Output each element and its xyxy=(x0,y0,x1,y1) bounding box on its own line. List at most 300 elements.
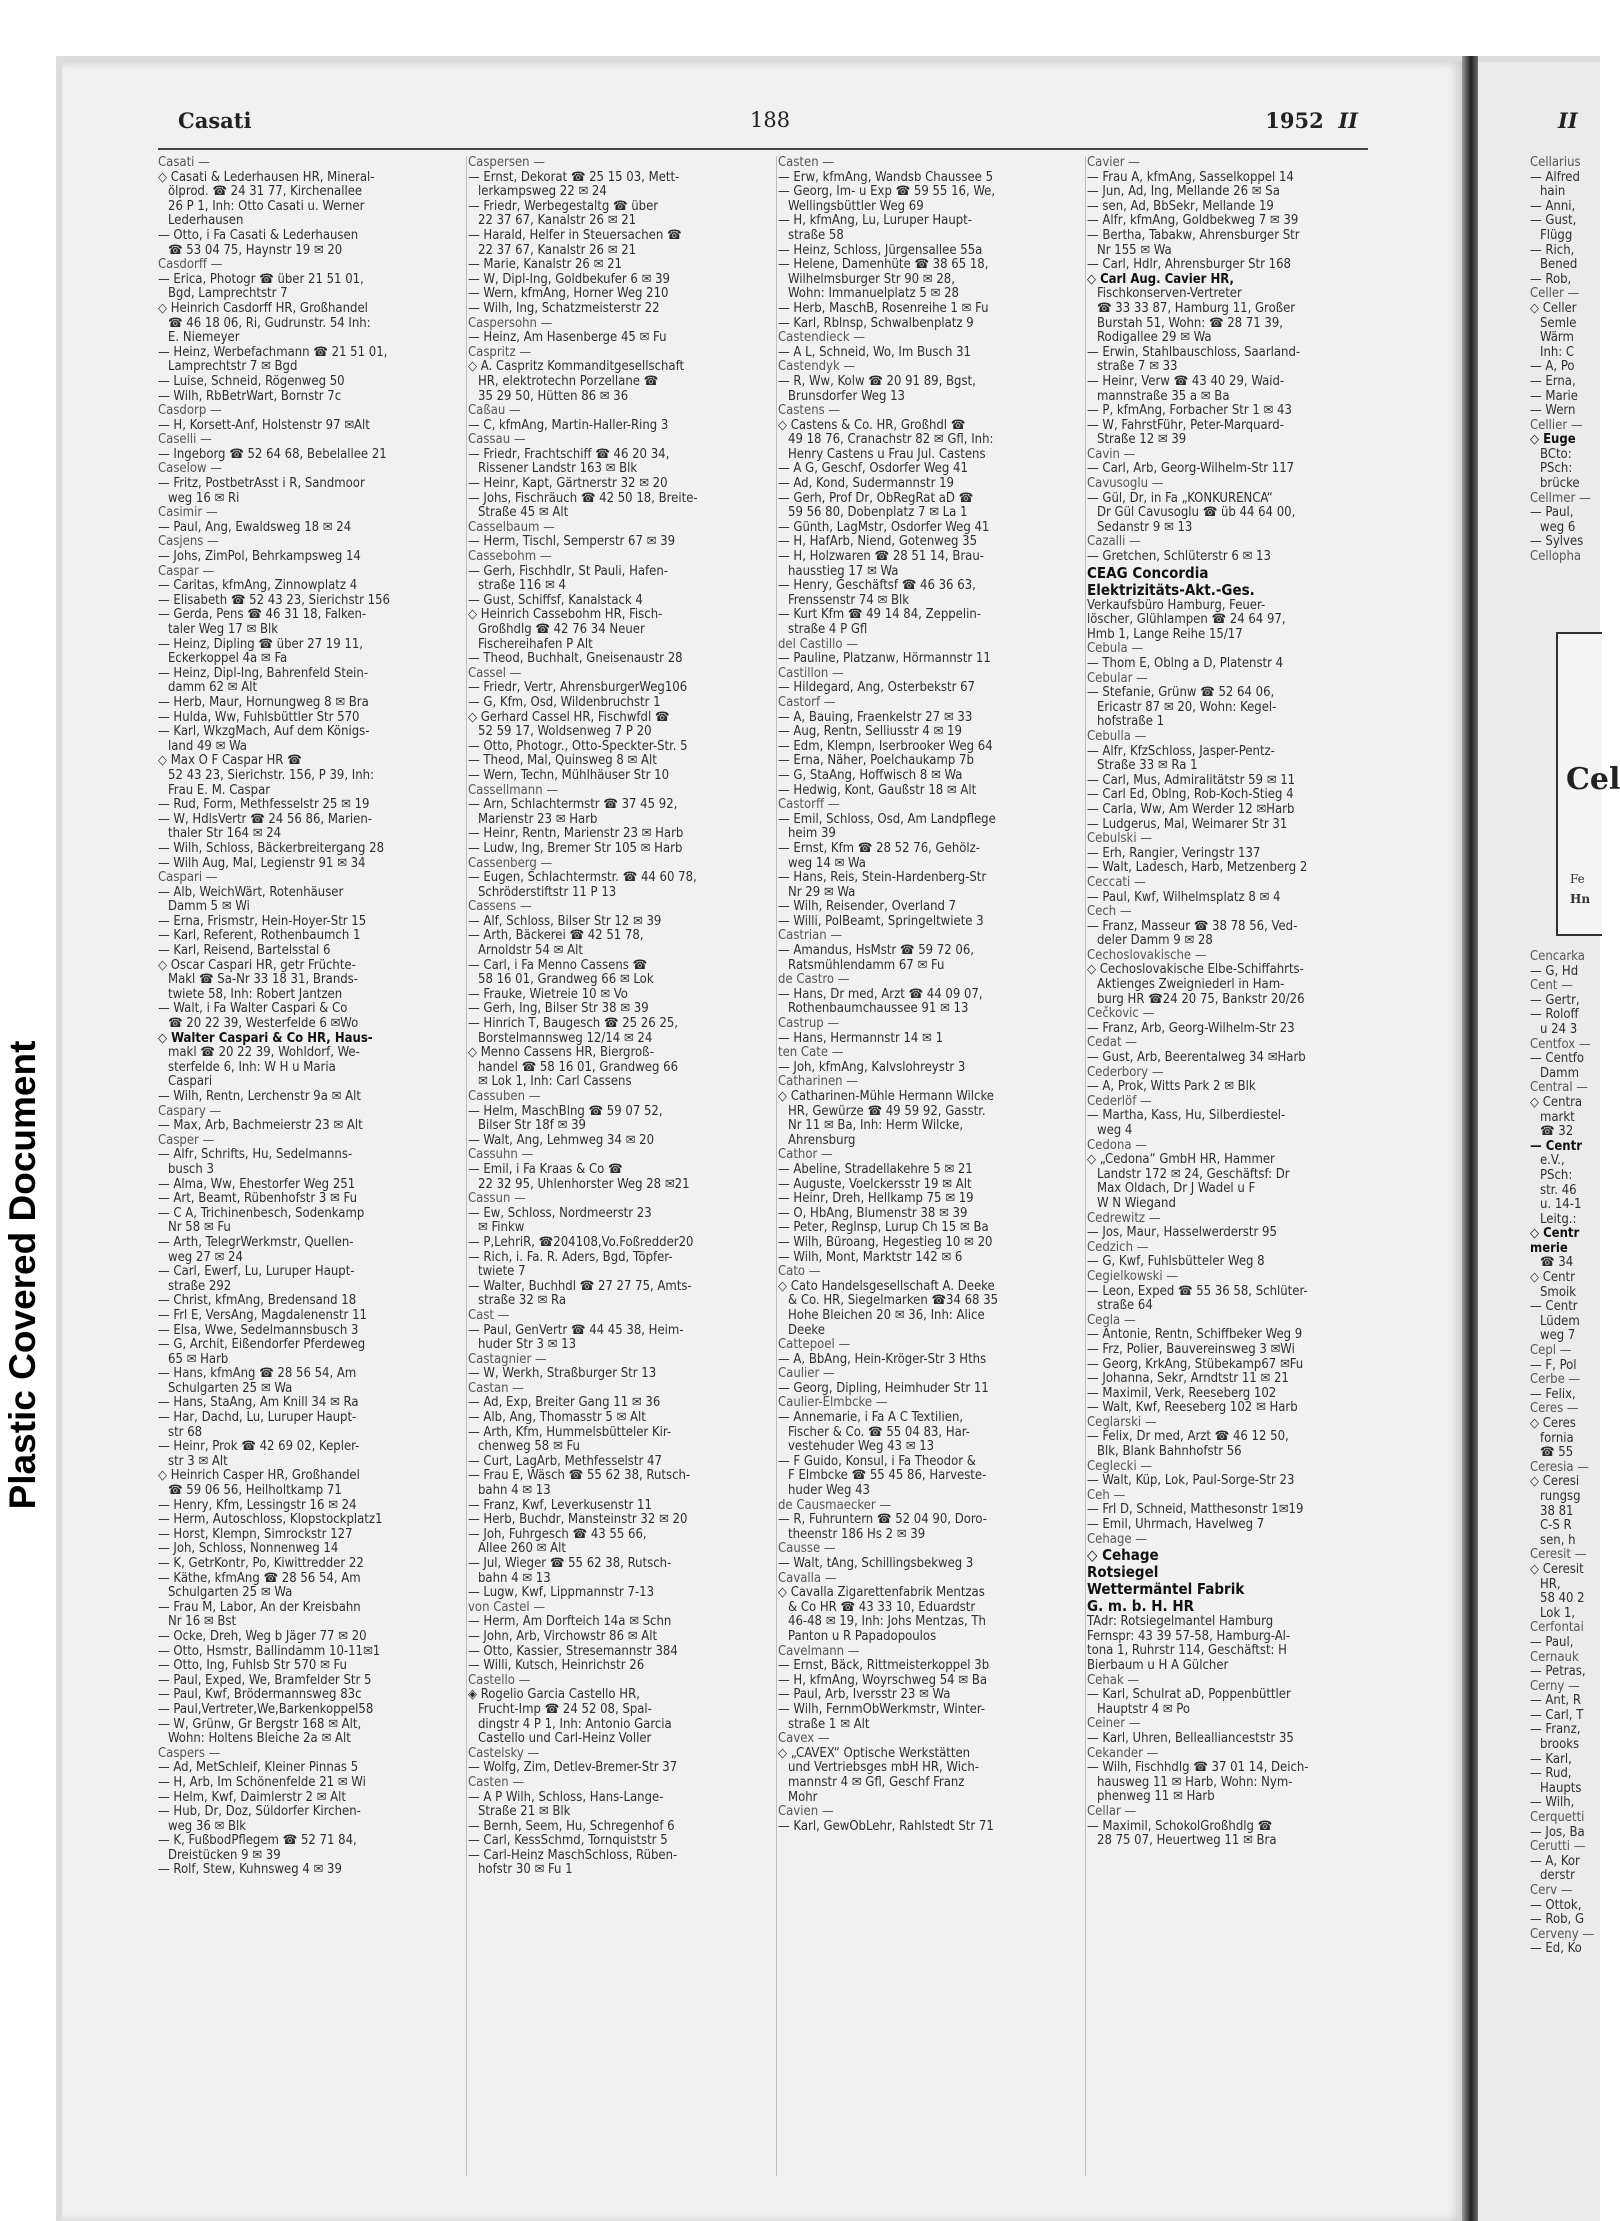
directory-entry-line: löscher, Glühlampen ☎ 24 64 97, xyxy=(1087,612,1286,628)
surname-heading: Cerbe — xyxy=(1530,1372,1581,1388)
directory-entry-line: — Alfred xyxy=(1530,169,1580,185)
directory-entry-line: — Marie, Kanalstr 26 ✉ 21 xyxy=(468,257,622,273)
directory-entry-line: — Jun, Ad, Ing, Mellande 26 ✉ Sa xyxy=(1087,184,1280,200)
directory-entry-line: — Hinrich T, Baugesch ☎ 25 26 25, xyxy=(468,1016,678,1032)
surname-heading: Cellier — xyxy=(1530,417,1583,433)
directory-entry-line: — Ew, Schloss, Nordmeerstr 23 xyxy=(468,1205,652,1221)
directory-entry-line: — Rob, G xyxy=(1530,1912,1585,1928)
entry-continuation: 52 43 23, Sierichstr. 156, P 39, Inh: xyxy=(168,767,375,783)
entry-continuation: E. Niemeyer xyxy=(168,330,240,346)
surname-heading: Cerny — xyxy=(1530,1678,1580,1694)
entry-continuation: weg 7 xyxy=(1540,1328,1576,1344)
firm-entry-bold: merie xyxy=(1530,1240,1568,1256)
entry-continuation: C-S R xyxy=(1540,1518,1572,1534)
entry-continuation: straße 64 xyxy=(1097,1298,1153,1314)
side-label-strip xyxy=(0,0,46,2221)
directory-entry-line: — Franz, Kwf, Leverkusenstr 11 xyxy=(468,1497,652,1513)
directory-entry-line: — Wern xyxy=(1530,403,1576,419)
entry-continuation: Straße 45 ✉ Alt xyxy=(478,505,569,521)
entry-continuation: Henry Castens u Frau Jul. Castens xyxy=(788,446,986,462)
directory-entry-line: — G, StaAng, Hoffwisch 8 ✉ Wa xyxy=(778,767,963,783)
surname-heading: Caselli — xyxy=(158,432,212,448)
entry-continuation: ☎ 59 06 56, Heilholtkamp 71 xyxy=(168,1483,342,1499)
surname-heading: Cassellmann — xyxy=(468,782,559,798)
directory-entry-line: — K, GetrKontr, Po, Kiwittredder 22 xyxy=(158,1556,364,1571)
directory-entry-line: — Paul, Kwf, Brödermannsweg 83c xyxy=(158,1687,362,1703)
entry-continuation: u. 14-1 xyxy=(1540,1197,1582,1213)
directory-entry-line: ◇ Celler xyxy=(1530,300,1577,316)
advertisement-heading: Wettermäntel Fabrik xyxy=(1087,1580,1245,1599)
surname-heading: Casdorff — xyxy=(158,257,223,273)
entry-continuation: Straße 12 ✉ 39 xyxy=(1097,432,1187,448)
surname-heading: Cerutti — xyxy=(1530,1839,1586,1855)
directory-entry-line: ◇ Casati & Lederhausen HR, Mineral- xyxy=(158,169,375,185)
directory-entry-line: — G, Hd xyxy=(1530,963,1579,979)
directory-entry-line: — Eugen, Schlachtermstr. ☎ 44 60 78, xyxy=(468,870,697,886)
surname-heading: Ceres — xyxy=(1530,1401,1579,1417)
surname-heading: Cedona — xyxy=(1087,1137,1147,1153)
directory-entry-line: — Theod, Buchhalt, Gneisenaustr 28 xyxy=(468,651,683,667)
directory-entry-line: Bierbaum u H A Gülcher xyxy=(1087,1658,1229,1673)
surname-heading: Ceglarski — xyxy=(1087,1414,1157,1430)
directory-entry-line: — P,LehriR, ☎204108,Vo.Foßredder20 xyxy=(468,1234,694,1250)
directory-entry-line: — sen, Ad, BbSekr, Mellande 19 xyxy=(1087,198,1274,214)
directory-entry-line: — P, kfmAng, Forbacher Str 1 ✉ 43 xyxy=(1087,403,1292,419)
surname-heading: Caselow — xyxy=(158,461,223,477)
surname-heading: Cerveny — xyxy=(1530,1926,1595,1942)
directory-entry-line: — Karl, Reisend, Bartelsstal 6 xyxy=(158,943,331,959)
directory-entry-line: — Ludw, Ing, Bremer Str 105 ✉ Harb xyxy=(468,840,683,856)
directory-entry-line: — W, FahrstFühr, Peter-Marquard- xyxy=(1087,417,1284,433)
plastic-covered-label: Plastic Covered Document xyxy=(2,1040,43,1510)
entry-continuation: Großhdlg ☎ 42 76 34 Neuer xyxy=(478,622,645,637)
page-header xyxy=(178,108,1358,142)
entry-continuation: Panton u R Papadopoulos xyxy=(788,1628,937,1644)
entry-continuation: Eckerkoppel 4a ✉ Fa xyxy=(168,651,288,667)
entry-continuation: busch 3 xyxy=(168,1161,214,1177)
entry-continuation: Nr 29 ✉ Wa xyxy=(788,884,856,900)
entry-continuation: Caspari xyxy=(168,1074,213,1090)
surname-heading: Cekander — xyxy=(1087,1745,1159,1761)
directory-entry-line: — Wolfg, Zim, Detlev-Bremer-Str 37 xyxy=(468,1760,678,1776)
directory-entry-line: ◇ Heinrich Casper HR, Großhandel xyxy=(158,1468,360,1484)
directory-entry-line: — R, Fuhruntern ☎ 52 04 90, Doro- xyxy=(778,1512,987,1528)
directory-entry-line: — Alfr, KfzSchloss, Jasper-Pentz- xyxy=(1087,743,1275,759)
directory-entry-line: — Henry, Kfm, Lessingstr 16 ✉ 24 xyxy=(158,1497,357,1513)
directory-entry-line: — Felix, Dr med, Arzt ☎ 46 12 50, xyxy=(1087,1429,1289,1445)
entry-continuation: vestehuder Weg 43 ✉ 13 xyxy=(788,1439,935,1455)
surname-heading: von Castel — xyxy=(468,1599,546,1615)
directory-entry-line: — Franz, Masseur ☎ 38 78 56, Ved- xyxy=(1087,918,1298,934)
entry-continuation: Schröderstiftstr 11 P 13 xyxy=(478,884,617,900)
surname-heading: Caspar — xyxy=(158,563,215,579)
entry-continuation: huder Weg 43 xyxy=(788,1483,870,1499)
surname-heading: de Causmaecker — xyxy=(778,1497,892,1513)
entry-continuation: weg 27 ✉ 24 xyxy=(168,1249,243,1265)
entry-continuation: Mohr xyxy=(788,1789,818,1805)
directory-entry-line: — Paul, Ang, Ewaldsweg 18 ✉ 24 xyxy=(158,519,352,535)
directory-entry-line: — Herm, Am Dorfteich 14a ✉ Schn xyxy=(468,1614,672,1630)
surname-heading: Cassens — xyxy=(468,899,532,915)
directory-entry-line: — G, Kwf, Fuhlsbütteler Weg 8 xyxy=(1087,1254,1265,1270)
surname-heading: Castelsky — xyxy=(468,1745,540,1761)
directory-entry-line: — Erwin, Stahlbauschloss, Saarland- xyxy=(1087,344,1301,360)
directory-entry-line: — Wilh, Rentn, Lerchenstr 9a ✉ Alt xyxy=(158,1089,361,1104)
directory-entry-line: — Heinz, Werbefachmann ☎ 21 51 01, xyxy=(158,344,388,360)
directory-entry-line: ◇ A. Caspritz Kommanditgesellschaft xyxy=(468,359,685,375)
directory-entry-line: — Ingeborg ☎ 52 64 68, Bebelallee 21 xyxy=(158,446,387,462)
directory-entry-line: — Pauline, Platzanw, Hörmannstr 11 xyxy=(778,651,991,667)
surname-heading: Cerv — xyxy=(1530,1883,1573,1898)
entry-continuation: & Co HR ☎ 43 33 10, Eduardstr xyxy=(788,1599,976,1615)
directory-entry-line: — Bernh, Seem, Hu, Schregenhof 6 xyxy=(468,1818,675,1834)
directory-entry-line: — Gül, Dr, in Fa „KONKURENCA“ xyxy=(1087,490,1273,506)
advertisement-heading: G. m. b. H. HR xyxy=(1087,1597,1195,1616)
entry-continuation: str 3 ✉ Alt xyxy=(168,1453,228,1469)
entry-continuation: 26 P 1, Inh: Otto Casati u. Werner xyxy=(168,198,365,214)
directory-entry-line: ◇ Catharinen-Mühle Hermann Wilcke xyxy=(778,1089,994,1104)
directory-entry-line: — F Guido, Konsul, i Fa Theodor & xyxy=(778,1453,976,1469)
entry-continuation: 65 ✉ Harb xyxy=(168,1351,229,1367)
directory-entry-line: — Carla, Ww, Am Werder 12 ✉Harb xyxy=(1087,801,1295,817)
entry-continuation: hausstieg 17 ✉ Wa xyxy=(788,563,899,579)
entry-continuation: Lok 1, xyxy=(1540,1605,1576,1621)
directory-entry-line: — Ernst, Bäck, Rittmeisterkoppel 3b xyxy=(778,1658,990,1674)
directory-entry-line: — Carl, Ewerf, Lu, Luruper Haupt- xyxy=(158,1264,355,1280)
surname-heading: Cebula — xyxy=(1087,641,1144,657)
surname-heading: Castan — xyxy=(468,1380,525,1396)
directory-entry-line: — Hans, Reis, Stein-Hardenberg-Str xyxy=(778,870,987,886)
surname-heading: Cellopha xyxy=(1530,549,1582,565)
surname-heading: Cast — xyxy=(468,1307,510,1323)
entry-continuation: Damm 5 ✉ Wi xyxy=(168,899,250,915)
directory-entry-line: — Martha, Kass, Hu, Silberdiestel- xyxy=(1087,1108,1286,1124)
entry-continuation: Straße 21 ✉ Blk xyxy=(478,1804,571,1820)
surname-heading: Casjens — xyxy=(158,534,219,550)
directory-entry-line: — Herm, Autoschloss, Klopstockplatz1 xyxy=(158,1512,383,1528)
directory-entry-line: — Carl, KessSchmd, Tornquiststr 5 xyxy=(468,1833,668,1849)
directory-entry-line: — Herb, Buchdr, Mansteinstr 32 ✉ 20 xyxy=(468,1512,688,1528)
surname-heading: Castagnier — xyxy=(468,1351,547,1367)
directory-entry-line: — Centr xyxy=(1530,1299,1578,1315)
directory-entry-line: — Wilh, xyxy=(1530,1795,1575,1811)
surname-heading: Caßau — xyxy=(468,403,521,419)
directory-entry-line: — Gretchen, Schlüterstr 6 ✉ 13 xyxy=(1087,549,1271,565)
directory-entry-line: — Karl, GewObLehr, Rahlstedt Str 71 xyxy=(778,1818,994,1834)
entry-continuation: PSch: xyxy=(1540,1167,1573,1183)
surname-heading: Cepl — xyxy=(1530,1343,1572,1359)
entry-continuation: Max Oldach, Dr J Wadel u F xyxy=(1097,1181,1256,1197)
directory-entry-line: — Frl E, VersAng, Magdalenenstr 11 xyxy=(158,1307,367,1323)
directory-column-2 xyxy=(468,156,778,2186)
surname-heading: Castrup — xyxy=(778,1016,840,1032)
entry-continuation: straße 1 ✉ Alt xyxy=(788,1716,870,1732)
directory-entry-line: — Rud, Form, Methfesselstr 25 ✉ 19 xyxy=(158,797,370,813)
surname-heading: Cassenberg — xyxy=(468,855,553,871)
directory-entry-line: — Gerh, Ing, Bilser Str 38 ✉ 39 xyxy=(468,1001,649,1017)
surname-heading: Ceglecki — xyxy=(1087,1458,1153,1474)
surname-heading: Cassuben — xyxy=(468,1089,541,1104)
directory-entry-line: — Heinz, Dipling ☎ über 27 19 11, xyxy=(158,636,363,652)
directory-entry-line: — Gerh, Fischhdlr, St Pauli, Hafen- xyxy=(468,563,668,579)
directory-entry-line: — A, Prok, Witts Park 2 ✉ Blk xyxy=(1087,1079,1256,1095)
entry-continuation: Bilser Str 18f ✉ 39 xyxy=(478,1118,586,1134)
entry-continuation: Schulgarten 25 ✉ Wa xyxy=(168,1585,293,1601)
directory-entry-line: — Elisabeth ☎ 52 43 23, Sierichstr 156 xyxy=(158,592,390,608)
ad-frame-text: Hn xyxy=(1570,892,1591,906)
surname-heading: Cellar — xyxy=(1087,1803,1137,1819)
entry-continuation: taler Weg 17 ✉ Blk xyxy=(168,622,279,637)
directory-entry-line: — Frau A, kfmAng, Sasselkoppel 14 xyxy=(1087,169,1294,185)
surname-heading: Ceresit — xyxy=(1530,1547,1587,1563)
entry-continuation: weg 4 xyxy=(1097,1123,1133,1138)
entry-continuation: HR, elektrotechn Porzellane ☎ xyxy=(478,373,659,389)
surname-heading: Cavier — xyxy=(1087,155,1140,170)
directory-entry-line: — Stefanie, Grünw ☎ 52 64 06, xyxy=(1087,685,1275,701)
directory-entry-line: — R, Ww, Kolw ☎ 20 91 89, Bgst, xyxy=(778,373,976,389)
directory-entry-line: — Heinr, Prok ☎ 42 69 02, Kepler- xyxy=(158,1439,360,1455)
surname-heading: Cegla — xyxy=(1087,1312,1136,1328)
directory-entry-line: — Lugw, Kwf, Lippmannstr 7-13 xyxy=(468,1585,655,1601)
entry-continuation: Fischkonserven-Vertreter xyxy=(1097,286,1242,302)
directory-entry-line: — Erh, Rangier, Veringstr 137 xyxy=(1087,845,1261,861)
directory-entry-line: — A P Wilh, Schloss, Hans-Lange- xyxy=(468,1789,664,1805)
directory-entry-line: — Johs, ZimPol, Behrkampsweg 14 xyxy=(158,549,361,565)
advertisement-heading: CEAG Concordia xyxy=(1087,563,1209,582)
directory-entry-line: — Wilh, RbBetrWart, Bornstr 7c xyxy=(158,388,342,404)
directory-entry-line: — Paul, Arb, Iversstr 23 ✉ Wa xyxy=(778,1687,951,1703)
entry-continuation: Ahrensburg xyxy=(788,1132,856,1148)
entry-continuation: Wärm xyxy=(1540,330,1574,346)
directory-entry-line: — G, Kfm, Osd, Wildenbruchstr 1 xyxy=(468,694,661,710)
entry-continuation: straße 58 xyxy=(788,227,844,243)
directory-entry-line: — Wern, Techn, Mühlhäuser Str 10 xyxy=(468,767,670,783)
entry-continuation: hofstraße 1 xyxy=(1097,714,1165,730)
directory-entry-line: — Wilh, Fischhdlg ☎ 37 01 14, Deich- xyxy=(1087,1760,1309,1776)
directory-entry-line: — Heinz, Schloss, Jürgensallee 55a xyxy=(778,242,983,258)
directory-entry-line: ◇ Oscar Caspari HR, getr Früchte- xyxy=(158,957,356,973)
directory-entry-line: — Friedr, Frachtschiff ☎ 46 20 34, xyxy=(468,446,670,462)
directory-entry-line: — Wilh, Reisender, Overland 7 xyxy=(778,899,957,915)
directory-entry-line: — Heinr, Rentn, Marienstr 23 ✉ Harb xyxy=(468,826,684,842)
directory-entry-line: — Alf, Schloss, Bilser Str 12 ✉ 39 xyxy=(468,913,662,929)
directory-entry-line: — Ernst, Dekorat ☎ 25 15 03, Mett- xyxy=(468,169,680,185)
directory-entry-line: — Walt, i Fa Walter Caspari & Co xyxy=(158,1001,348,1017)
directory-entry-line: — F, Pol xyxy=(1530,1357,1577,1373)
directory-entry-line: — Frz, Polier, Bauvereinsweg 3 ✉Wi xyxy=(1087,1341,1295,1357)
directory-entry-line: — H, kfmAng, Lu, Luruper Haupt- xyxy=(778,213,972,229)
surname-heading: Cent — xyxy=(1530,978,1573,994)
surname-heading: Cassebohm — xyxy=(468,549,552,565)
directory-entry-line: — Walt, Kwf, Reeseberg 102 ✉ Harb xyxy=(1087,1400,1298,1416)
entry-continuation: BCto: xyxy=(1540,446,1572,462)
directory-entry-line: — Luise, Schneid, Rögenweg 50 xyxy=(158,373,345,389)
directory-entry-line: — Karl, Referent, Rothenbaumch 1 xyxy=(158,928,361,944)
directory-entry-line: tona 1, Ruhrstr 114, Geschäftst: H xyxy=(1087,1643,1287,1659)
directory-entry-line: — Arth, Bäckerei ☎ 42 51 78, xyxy=(468,928,644,944)
directory-entry-line: — Paul, GenVertr ☎ 44 45 38, Heim- xyxy=(468,1322,684,1338)
surname-heading: Cazalli — xyxy=(1087,534,1141,550)
entry-continuation: ölprod. ☎ 24 31 77, Kirchenallee xyxy=(168,184,363,200)
running-head-year xyxy=(1265,108,1358,133)
directory-entry-line: — Paul, Kwf, Wilhelmsplatz 8 ✉ 4 xyxy=(1087,889,1281,905)
entry-continuation: Aktienges Zweigniederl in Ham- xyxy=(1097,977,1285,993)
directory-entry-line: — Rich, i. Fa. R. Aders, Bgd, Töpfer- xyxy=(468,1249,673,1265)
directory-entry-line: — Helm, Kwf, Daimlerstr 2 ✉ Alt xyxy=(158,1789,347,1805)
entry-continuation: HR, xyxy=(1540,1576,1561,1592)
surname-heading: Cassau — xyxy=(468,432,526,448)
directory-entry-line: — Maximil, Verk, Reeseberg 102 xyxy=(1087,1385,1277,1401)
directory-entry-line: — Alb, WeichWärt, Rotenhäuser xyxy=(158,884,344,900)
directory-entry-line: ◇ Ceres xyxy=(1530,1416,1576,1431)
directory-entry-line: — Carl, i Fa Menno Cassens ☎ xyxy=(468,957,648,973)
directory-entry-line: — Frau E, Wäsch ☎ 55 62 38, Rutsch- xyxy=(468,1468,691,1484)
directory-entry-line: — Ad, Exp, Breiter Gang 11 ✉ 36 xyxy=(468,1395,661,1411)
advertisement-heading: Elektrizitäts-Akt.-Ges. xyxy=(1087,580,1255,599)
directory-entry-line: — Rich, xyxy=(1530,242,1575,258)
entry-continuation: Flügg xyxy=(1540,227,1573,243)
directory-entry-line: — Frl D, Schneid, Matthesonstr 1✉19 xyxy=(1087,1502,1304,1518)
directory-entry-line: — Paul, xyxy=(1530,505,1574,521)
entry-continuation: sterfelde 6, Inh: W H u Maria xyxy=(168,1059,336,1075)
surname-heading: Caspersohn — xyxy=(468,315,553,331)
entry-continuation: 59 56 80, Dobenplatz 7 ✉ La 1 xyxy=(788,505,968,521)
entry-continuation: Makl ☎ Sa-Nr 33 18 31, Brands- xyxy=(168,972,358,988)
directory-entry-line: — Arn, Schlachtermstr ☎ 37 45 92, xyxy=(468,797,678,813)
directory-entry-line: — Petras, xyxy=(1530,1664,1586,1680)
directory-entry-line: — Wilh, FernmObWerkmstr, Winter- xyxy=(778,1701,986,1717)
entry-continuation: ☎ 55 xyxy=(1540,1445,1574,1461)
surname-heading: Cavalla — xyxy=(778,1570,837,1586)
entry-continuation: hofstr 30 ✉ Fu 1 xyxy=(478,1862,573,1878)
directory-entry-line: TAdr: Rotsiegelmantel Hamburg xyxy=(1087,1614,1274,1630)
entry-continuation: bahn 4 ✉ 13 xyxy=(478,1483,551,1499)
entry-continuation: Lamprechtstr 7 ✉ Bgd xyxy=(168,359,298,375)
directory-entry-line: — K, FußbodPflegem ☎ 52 71 84, xyxy=(158,1833,357,1849)
directory-entry-line: — Hub, Dr, Doz, Süldorfer Kirchen- xyxy=(158,1804,361,1820)
directory-entry-line: — Hulda, Ww, Fuhlsbüttler Str 570 xyxy=(158,709,360,725)
directory-entry-line: — Christ, kfmAng, Bredensand 18 xyxy=(158,1293,357,1309)
directory-entry-line: — Erica, Photogr ☎ über 21 51 01, xyxy=(158,271,364,287)
directory-entry-line: — W, HdlsVertr ☎ 24 56 86, Marien- xyxy=(158,811,372,827)
directory-entry-line: — Franz, xyxy=(1530,1722,1581,1738)
surname-heading: Caspritz — xyxy=(468,344,532,360)
entry-continuation: land 49 ✉ Wa xyxy=(168,738,247,754)
directory-entry-line: — Herm, Tischl, Semperstr 67 ✉ 39 xyxy=(468,534,676,550)
advertisement-heading: Rotsiegel xyxy=(1087,1563,1159,1582)
directory-entry-line: — W, Werkh, Straßburger Str 13 xyxy=(468,1366,657,1382)
entry-continuation: markt xyxy=(1540,1109,1575,1125)
surname-heading: Central — xyxy=(1530,1080,1588,1096)
directory-entry-line: — Wern, kfmAng, Horner Weg 210 xyxy=(468,286,669,302)
entry-continuation: Rothenbaumchaussee 91 ✉ 13 xyxy=(788,1001,969,1017)
entry-continuation: Nr 155 ✉ Wa xyxy=(1097,242,1172,258)
entry-continuation: derstr xyxy=(1540,1868,1575,1884)
directory-entry-line: — Karl, WkzgMach, Auf dem Königs- xyxy=(158,724,370,740)
firm-entry-bold: — Centr xyxy=(1530,1138,1582,1154)
directory-entry-line: — Kurt Kfm ☎ 49 14 84, Zeppelin- xyxy=(778,607,982,623)
directory-entry-line: — Gust, Arb, Beerentalweg 34 ✉Harb xyxy=(1087,1050,1306,1066)
directory-entry-line: — Emil, Uhrmach, Havelweg 7 xyxy=(1087,1517,1265,1533)
directory-entry-line: — Ernst, Kfm ☎ 28 52 76, Gehölz- xyxy=(778,840,980,856)
entry-continuation: weg 14 ✉ Wa xyxy=(788,855,866,871)
entry-continuation: damm 62 ✉ Alt xyxy=(168,680,258,696)
directory-entry-line: — Walt, Ladesch, Harb, Metzenberg 2 xyxy=(1087,860,1308,876)
entry-continuation: ☎ 46 18 06, Ri, Gudrunstr. 54 Inh: xyxy=(168,315,371,331)
directory-entry-line: — Georg, Im- u Exp ☎ 59 55 16, We, xyxy=(778,184,996,200)
entry-continuation: Deeke xyxy=(788,1322,825,1338)
surname-heading: Casimir — xyxy=(158,505,218,521)
directory-entry-line: — Abeline, Stradellakehre 5 ✉ 21 xyxy=(778,1161,973,1177)
entry-continuation: Nr 16 ✉ Bst xyxy=(168,1614,237,1630)
directory-entry-line: — Hans, Dr med, Arzt ☎ 44 09 07, xyxy=(778,986,983,1002)
surname-heading: Cathor — xyxy=(778,1147,833,1163)
directory-entry-line: — Joh, Schloss, Nonnenweg 14 xyxy=(158,1541,339,1557)
directory-entry-line: — Carl-Heinz MaschSchloss, Rüben- xyxy=(468,1847,678,1863)
directory-entry-line: — Gust, xyxy=(1530,213,1577,229)
entry-continuation: makl ☎ 20 22 39, Wohldorf, We- xyxy=(168,1045,360,1061)
surname-heading: Cebular — xyxy=(1087,670,1148,686)
directory-entry-line: — Erna, Näher, Poelchaukamp 7b xyxy=(778,753,974,769)
entry-continuation: phenweg 11 ✉ Harb xyxy=(1097,1789,1215,1805)
directory-entry-line: — Centfo xyxy=(1530,1051,1585,1067)
directory-entry-line: — Helm, MaschBlng ☎ 59 07 52, xyxy=(468,1103,663,1119)
entry-continuation: brooks xyxy=(1540,1737,1580,1753)
directory-entry-line: — Alma, Ww, Ehestorfer Weg 251 xyxy=(158,1176,356,1192)
entry-continuation: Dr Gül Cavusoglu ☎ üb 44 64 00, xyxy=(1097,505,1296,521)
directory-entry-line: — Herb, MaschB, Rosenreihe 1 ✉ Fu xyxy=(778,300,989,316)
entry-continuation: chenweg 58 ✉ Fu xyxy=(478,1439,580,1455)
directory-entry-line: — Henry, Geschäftsf ☎ 46 36 63, xyxy=(778,578,976,594)
surname-heading: Casten — xyxy=(778,155,835,170)
entry-continuation: theenstr 186 Hs 2 ✉ 39 xyxy=(788,1526,926,1542)
directory-entry-line: — H, kfmAng, Woyrschweg 54 ✉ Ba xyxy=(778,1672,988,1688)
directory-entry-line: — Carl, Mus, Admiralitätstr 59 ✉ 11 xyxy=(1087,772,1296,788)
directory-entry-line: ◇ Centra xyxy=(1530,1094,1583,1110)
surname-heading: Casati — xyxy=(158,155,210,170)
directory-entry-line: — H, Arb, Im Schönenfelde 21 ✉ Wi xyxy=(158,1774,366,1790)
directory-entry-line: — Max, Arb, Bachmeierstr 23 ✉ Alt xyxy=(158,1118,363,1134)
entry-continuation: Rissener Landstr 163 ✉ Blk xyxy=(478,461,638,477)
directory-entry-line: — Wilh, Büroang, Hegestieg 10 ✉ 20 xyxy=(778,1234,993,1250)
directory-entry-line: — A L, Schneid, Wo, Im Busch 31 xyxy=(778,344,971,360)
directory-entry-line: — Erw, kfmAng, Wandsb Chaussee 5 xyxy=(778,169,994,185)
directory-entry-line: — Theod, Mal, Quinsweg 8 ✉ Alt xyxy=(468,753,657,769)
entry-continuation: 49 18 76, Cranachstr 82 ✉ Gfl, Inh: xyxy=(788,432,994,448)
directory-entry-line: — Karl, Schulrat aD, Poppenbüttler xyxy=(1087,1687,1291,1703)
entry-continuation: Ratsmühlendamm 67 ✉ Fu xyxy=(788,957,945,973)
directory-entry-line: — C, kfmAng, Martin-Haller-Ring 3 xyxy=(468,417,669,433)
directory-entry-line: — Annemarie, i Fa A C Textilien, xyxy=(778,1410,964,1426)
surname-heading: Casselbaum — xyxy=(468,519,555,535)
entry-continuation: ☎ 53 04 75, Haynstr 19 ✉ 20 xyxy=(168,242,343,258)
directory-entry-line: — Joh, kfmAng, Kalvslohreystr 3 xyxy=(778,1059,966,1075)
entry-continuation: Nr 58 ✉ Fu xyxy=(168,1220,231,1236)
entry-continuation: 58 40 2 xyxy=(1540,1591,1585,1607)
surname-heading: Cegielkowski — xyxy=(1087,1268,1179,1284)
directory-entry-line: — Käthe, kfmAng ☎ 28 56 54, Am xyxy=(158,1570,361,1586)
directory-entry-line: — Anni, xyxy=(1530,198,1576,214)
entry-continuation: und Vertriebsges mbH HR, Wich- xyxy=(788,1760,980,1776)
directory-entry-line: — Erna, Frismstr, Hein-Hoyer-Str 15 xyxy=(158,913,367,929)
advertisement-heading: ◇ Cehage xyxy=(1087,1546,1159,1565)
surname-heading: Ceccati — xyxy=(1087,874,1146,890)
entry-continuation: Wellingsbüttler Weg 69 xyxy=(788,198,924,214)
directory-entry-line: — Ad, Kond, Sudermannstr 19 xyxy=(778,476,954,492)
directory-entry-line: — Jos, Ba xyxy=(1530,1824,1585,1840)
directory-entry-line: — A, Bauing, Fraenkelstr 27 ✉ 33 xyxy=(778,709,973,725)
directory-entry-line: — Carl Ed, Oblng, Rob-Koch-Stieg 4 xyxy=(1087,787,1294,803)
